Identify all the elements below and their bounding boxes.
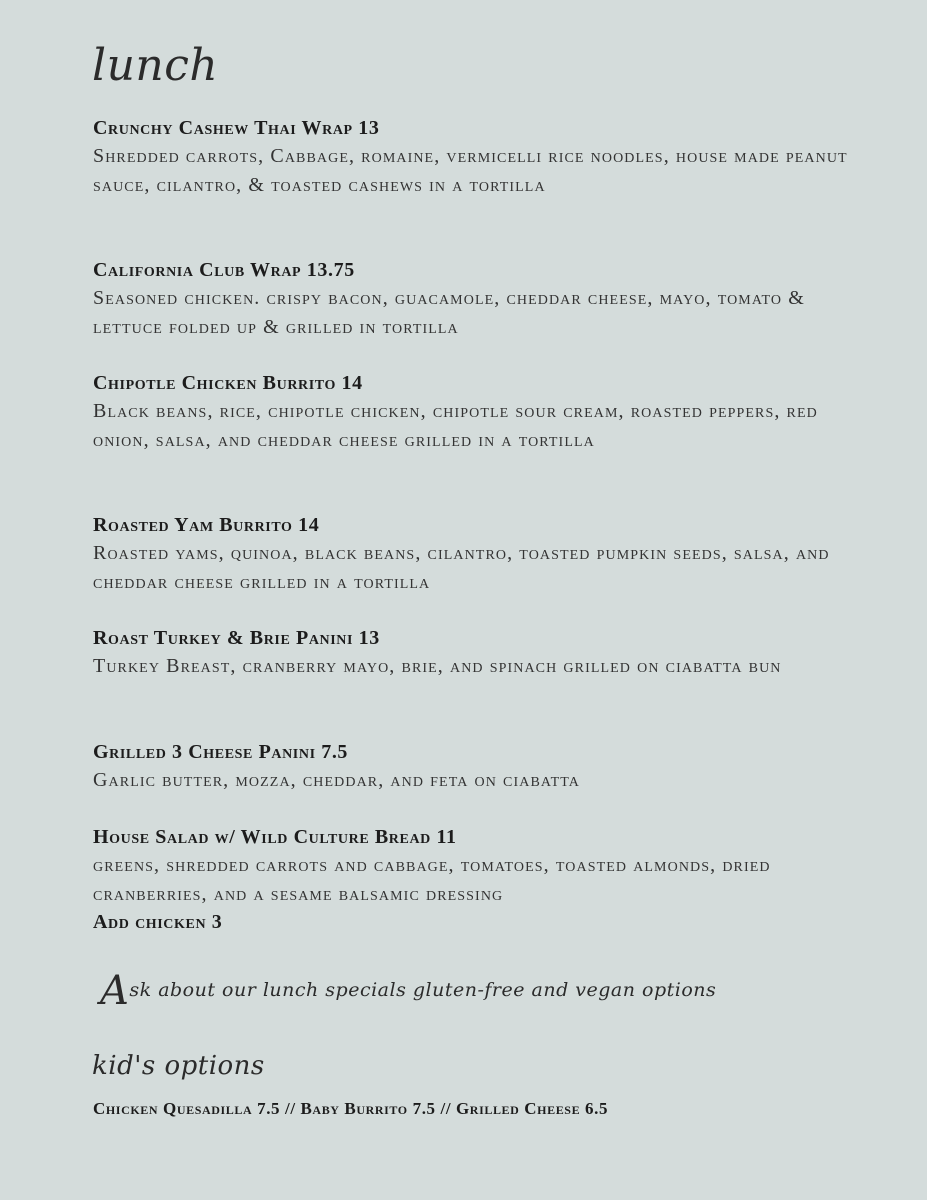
section-title-lunch: lunch bbox=[92, 40, 219, 91]
menu-item bbox=[93, 624, 853, 681]
specials-note-initial: A bbox=[100, 968, 130, 1014]
menu-item-name: Roast Turkey & Brie Panini 13 bbox=[93, 627, 380, 649]
menu-item-name: Roasted Yam Burrito 14 bbox=[93, 514, 320, 536]
menu-item-addon: Add chicken 3 bbox=[93, 911, 223, 933]
menu-item bbox=[93, 738, 853, 795]
menu-item-description: Shredded carrots, Cabbage, romaine, vermicelli rice noodles, house made peanut sauce, cilantro, & toasted cashews in a tortilla bbox=[93, 145, 848, 196]
menu-item-name: Crunchy Cashew Thai Wrap 13 bbox=[93, 117, 380, 139]
menu-item-name: House Salad w/ Wild Culture Bread 11 bbox=[93, 826, 457, 848]
menu-item-description: Garlic butter, mozza, cheddar, and feta on ciabatta bbox=[93, 769, 580, 791]
menu-item-description: Turkey Breast, cranberry mayo, brie, and spinach grilled on ciabatta bun bbox=[93, 655, 782, 677]
menu-item-name: Grilled 3 Cheese Panini 7.5 bbox=[93, 741, 349, 763]
menu-item-description: greens, shredded carrots and cabbage, tomatoes, toasted almonds, dried cranberries, and a sesame balsamic dressing bbox=[93, 854, 771, 905]
menu-item bbox=[93, 256, 853, 341]
kids-options-line: Chicken Quesadilla 7.5 // Baby Burrito 7.5 // Grilled Cheese 6.5 bbox=[93, 1099, 609, 1118]
section-title-kids: kid's options bbox=[92, 1051, 265, 1081]
menu-item bbox=[93, 823, 853, 936]
menu-item bbox=[93, 369, 853, 454]
specials-note-text: sk about our lunch specials gluten-free and vegan options bbox=[129, 979, 717, 1001]
menu-item bbox=[93, 511, 853, 596]
menu-item-description: Seasoned chicken. crispy bacon, guacamole, cheddar cheese, mayo, tomato & lettuce folded up & grilled in tortilla bbox=[93, 287, 805, 338]
specials-note bbox=[100, 960, 716, 1021]
menu-item-name: Chipotle Chicken Burrito 14 bbox=[93, 372, 363, 394]
menu-item bbox=[93, 114, 853, 199]
menu-item-name: California Club Wrap 13.75 bbox=[93, 259, 355, 281]
menu-item-description: Black beans, rice, chipotle chicken, chipotle sour cream, roasted peppers, red onion, salsa, and cheddar cheese grilled in a tortilla bbox=[93, 400, 818, 451]
menu-item-description: Roasted yams, quinoa, black beans, cilantro, toasted pumpkin seeds, salsa, and cheddar cheese grilled in a tortilla bbox=[93, 542, 830, 593]
